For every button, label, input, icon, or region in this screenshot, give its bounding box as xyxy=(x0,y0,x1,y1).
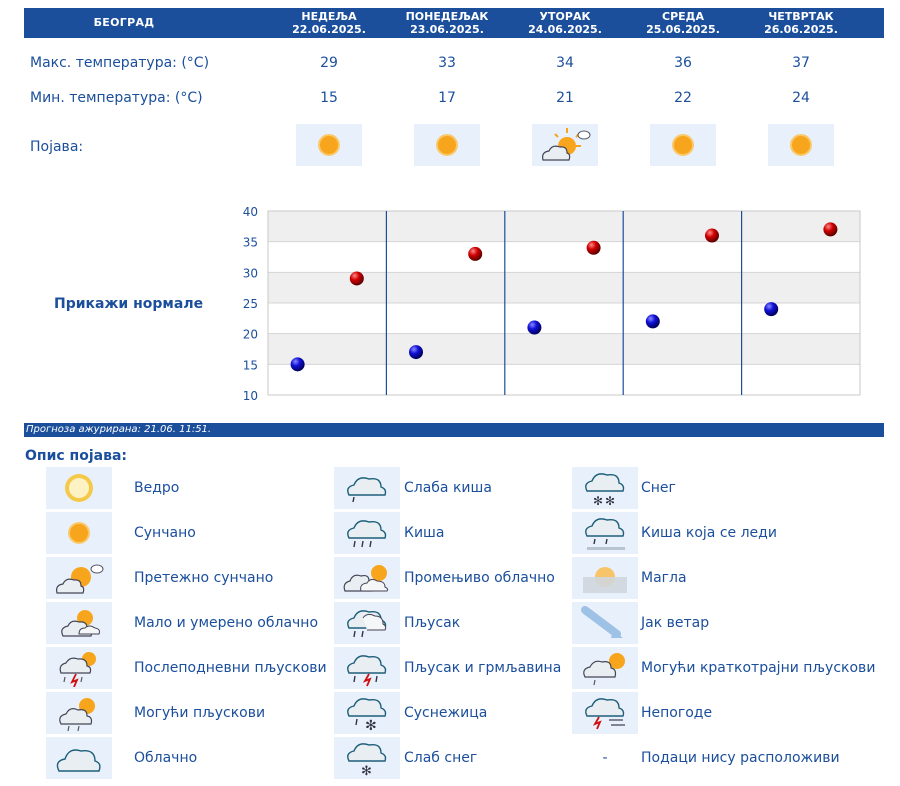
legend-label: Ведро xyxy=(134,480,180,496)
max-temp-point xyxy=(705,229,719,243)
day-name: НЕДЕЉА xyxy=(301,10,357,23)
snow-icon-graphic xyxy=(577,469,633,507)
legend-label: Сунчано xyxy=(134,525,196,541)
day-date: 23.06.2025. xyxy=(410,23,484,36)
sunny-icon xyxy=(650,124,716,166)
mostly-sunny-icon xyxy=(532,124,598,166)
partly-cloudy-icon xyxy=(46,602,112,644)
y-tick-label: 35 xyxy=(242,235,258,250)
forecast-updated: Прогноза ажурирана: 21.06. 11:51. xyxy=(24,423,884,437)
strong-wind-icon xyxy=(572,602,638,644)
clear-sun-icon-graphic xyxy=(62,471,96,505)
sunny-icon xyxy=(414,124,480,166)
forecast-header xyxy=(24,8,884,38)
legend-label: Пљусак и грмљавина xyxy=(404,660,562,676)
min-temp-point xyxy=(764,302,778,316)
clear-sun-icon xyxy=(46,467,112,509)
day-date: 25.06.2025. xyxy=(646,23,720,36)
storm-icon-graphic xyxy=(577,694,633,732)
y-tick-label: 25 xyxy=(242,297,258,311)
variable-cloudy-icon-graphic xyxy=(339,559,395,597)
sunny-icon xyxy=(768,124,834,166)
legend-label: Снег xyxy=(641,480,676,496)
y-tick-label: 15 xyxy=(242,358,258,373)
y-tick-label: 10 xyxy=(242,389,258,403)
max-temp-point xyxy=(823,222,837,236)
legend-label: Јак ветар xyxy=(641,615,710,631)
min-temp-point xyxy=(646,314,660,328)
storm-icon xyxy=(572,692,638,734)
afternoon-showers-icon xyxy=(46,647,112,689)
show-normals-link[interactable]: Прикажи нормале xyxy=(54,296,204,312)
day-name: СРЕДА xyxy=(662,10,704,23)
sunny-icon xyxy=(46,512,112,554)
max-temp-value: 29 xyxy=(320,55,338,71)
legend-label: Киша која се леди xyxy=(641,525,777,541)
mostly-sunny-icon-graphic xyxy=(51,559,107,597)
short-showers-icon-graphic xyxy=(577,649,633,687)
possible-showers-icon-graphic xyxy=(51,694,107,732)
fog-icon-graphic xyxy=(577,559,633,597)
cloudy-icon-graphic xyxy=(51,739,107,777)
fog-icon xyxy=(572,557,638,599)
chart-band xyxy=(268,334,860,365)
legend-label: Магла xyxy=(641,570,687,586)
min-temp-value: 17 xyxy=(438,90,456,106)
sunny-icon-graphic xyxy=(64,518,94,548)
min-temp-label: Мин. температура: (°C) xyxy=(30,90,203,106)
day-date: 22.06.2025. xyxy=(292,23,366,36)
legend-label: Промењиво облачно xyxy=(404,570,555,586)
chart-band xyxy=(268,211,860,242)
day-header-1 xyxy=(270,10,388,36)
afternoon-showers-icon-graphic xyxy=(51,649,107,687)
thunder-shower-icon xyxy=(334,647,400,689)
light-rain-icon-graphic xyxy=(339,469,395,507)
legend-label: Слаб снег xyxy=(404,750,478,766)
day-name: ЧЕТВРТАК xyxy=(768,10,834,23)
light-snow-icon xyxy=(334,737,400,779)
max-temp-value: 33 xyxy=(438,55,456,71)
partly-cloudy-icon-graphic xyxy=(51,604,107,642)
legend-label: Подаци нису расположиви xyxy=(641,750,840,766)
cloudy-icon xyxy=(46,737,112,779)
sleet-icon xyxy=(334,692,400,734)
day-header-2 xyxy=(388,10,506,36)
legend-label: Могући пљускови xyxy=(134,705,266,721)
svg-text:✻: ✻ xyxy=(361,764,372,777)
day-header-3 xyxy=(506,10,624,36)
min-temp-point xyxy=(527,321,541,335)
max-temp-point xyxy=(587,241,601,255)
day-date: 24.06.2025. xyxy=(528,23,602,36)
max-temp-value: 37 xyxy=(792,55,810,71)
shower-icon-graphic xyxy=(339,604,395,642)
min-temp-point xyxy=(291,357,305,371)
freezing-rain-icon xyxy=(572,512,638,554)
max-temp-label: Макс. температура: (°C) xyxy=(30,55,210,71)
legend-label: Пљусак xyxy=(404,615,461,631)
legend-label: Суснежица xyxy=(404,705,488,721)
rain-icon-graphic xyxy=(339,514,395,552)
rain-icon xyxy=(334,512,400,554)
day-name: УТОРАК xyxy=(539,10,591,23)
min-temp-value: 22 xyxy=(674,90,692,106)
legend-label: Киша xyxy=(404,525,445,541)
sunny-icon xyxy=(296,124,362,166)
light-rain-icon xyxy=(334,467,400,509)
day-date: 26.06.2025. xyxy=(764,23,838,36)
svg-text:✻: ✻ xyxy=(605,494,616,507)
shower-icon xyxy=(334,602,400,644)
max-temp-value: 34 xyxy=(556,55,574,71)
phenomenon-label: Појава: xyxy=(30,139,84,155)
legend-label: Мало и умерено облачно xyxy=(134,615,319,631)
min-temp-point xyxy=(409,345,423,359)
min-temp-value: 21 xyxy=(556,90,574,106)
day-header-5 xyxy=(742,10,860,36)
svg-text:✻: ✻ xyxy=(593,494,604,507)
max-temp-value: 36 xyxy=(674,55,692,71)
day-header-4 xyxy=(624,10,742,36)
max-temp-point xyxy=(350,271,364,285)
max-temp-point xyxy=(468,247,482,261)
city-name: БЕОГРАД xyxy=(93,16,155,29)
day-name: ПОНЕДЕЉАК xyxy=(405,10,489,23)
legend-label: Облачно xyxy=(134,750,198,766)
freezing-rain-icon-graphic xyxy=(577,514,633,552)
svg-text:✻: ✻ xyxy=(365,718,377,732)
legend-label: Претежно сунчано xyxy=(134,570,274,586)
y-tick-label: 40 xyxy=(242,205,258,219)
short-showers-icon xyxy=(572,647,638,689)
temperature-chart xyxy=(0,195,900,410)
thunder-shower-icon-graphic xyxy=(339,649,395,687)
strong-wind-icon-graphic xyxy=(577,604,633,642)
y-tick-label: 20 xyxy=(242,327,258,342)
y-tick-label: 30 xyxy=(242,266,258,281)
light-snow-icon-graphic xyxy=(339,739,395,777)
legend-label: Непогоде xyxy=(641,705,713,721)
snow-icon xyxy=(572,467,638,509)
legend-label: Послеподневни пљускови xyxy=(134,660,327,676)
sleet-icon-graphic xyxy=(339,694,395,732)
legend-label: Слаба киша xyxy=(404,480,492,496)
mostly-sunny-icon xyxy=(46,557,112,599)
legend-title: Опис појава: xyxy=(25,448,127,464)
possible-showers-icon xyxy=(46,692,112,734)
variable-cloudy-icon xyxy=(334,557,400,599)
no-data-icon: - xyxy=(602,750,608,766)
min-temp-value: 15 xyxy=(320,90,338,106)
min-temp-value: 24 xyxy=(792,90,810,106)
legend-label: Могући краткотрајни пљускови xyxy=(641,660,876,676)
